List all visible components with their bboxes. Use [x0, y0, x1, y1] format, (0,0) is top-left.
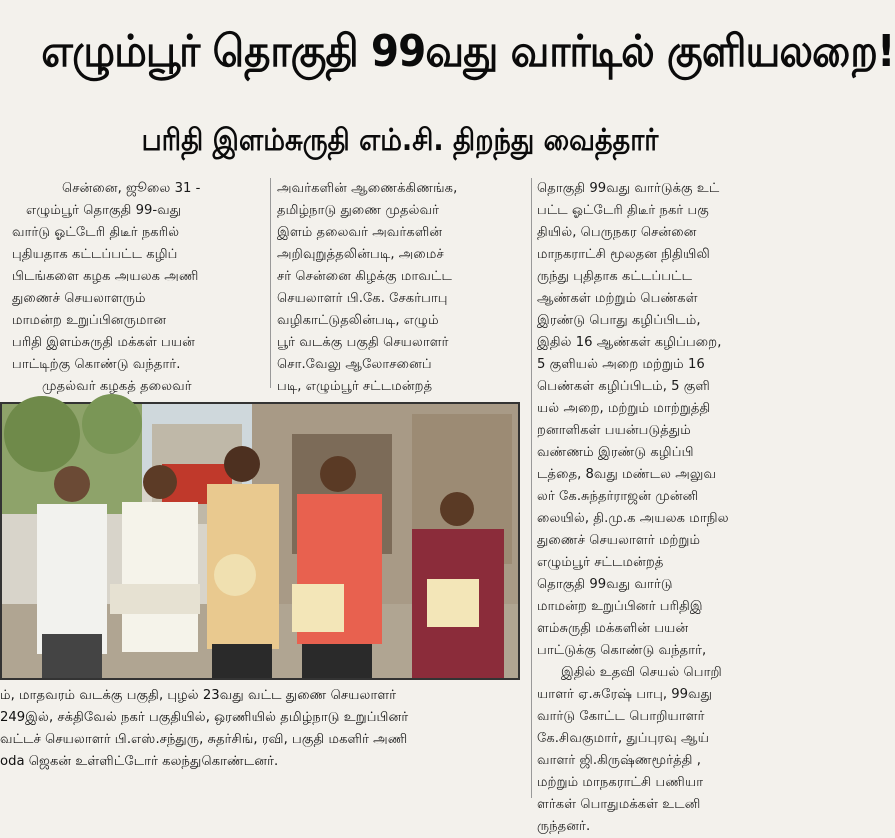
article-line: ருந்தனர். [537, 819, 591, 834]
article-line: இரண்டு பொது கழிப்பிடம், [537, 313, 701, 328]
article-line: றனாளிகள் பயன்படுத்தும் [537, 423, 691, 438]
article-column-3 [537, 178, 792, 838]
article-line: இளம் தலைவர் அவர்களின் [277, 225, 443, 240]
column-divider [270, 178, 271, 388]
caption-line: ம், மாதவரம் வடக்கு பகுதி, புழல் 23வது வட்ட துணை செயலாளர் [0, 688, 397, 703]
article-line: துணைச் செயலாளர் மற்றும் [537, 533, 701, 548]
article-line: இதில் உதவி செயல் பொறி [561, 665, 722, 680]
caption-line: வட்டச் செயலாளர் பி.எஸ்.சந்துரு, சுதர்சிங், ரவி, பகுதி மகளிர் அணி [0, 732, 408, 747]
article-line: பாட்டுக்கு கொண்டு வந்தார், [537, 643, 707, 658]
article-line: லையில், தி.மு.க அயலக மாநில [537, 511, 729, 526]
article-line: பெண்கள் கழிப்பிடம், 5 குளி [537, 379, 710, 394]
article-line: தமிழ்நாடு துணை முதல்வர் [277, 203, 440, 218]
article-line: மாமன்ற உறுப்பினர் பரிதிஇ [537, 599, 703, 614]
article-line: புதியதாக கட்டப்பட்ட கழிப் [12, 247, 178, 262]
article-line: வாளர் ஜி.கிருஷ்ணமூர்த்தி , [537, 753, 701, 768]
article-column-2 [277, 178, 532, 398]
article-line: வார்டு கோட்ட பொறியாளர் [537, 709, 705, 724]
article-line: ருந்து புதிதாக கட்டப்பட்ட [537, 269, 693, 284]
article-line: பரிதி இளம்சுருதி மக்கள் பயன் [12, 335, 195, 350]
cropped-top-text [0, 0, 800, 8]
article-line: தியில், பெருநகர சென்னை [537, 225, 697, 240]
caption-line: 249இல், சக்திவேல் நகர் பகுதியில், ஒரணியில் தமிழ்நாடு உறுப்பினர் [0, 710, 409, 725]
article-line: தொகுதி 99வது வார்டுக்கு உட் [537, 181, 720, 196]
article-line: வார்டு ஓட்டேரி திடீர் நகரில் [12, 225, 180, 240]
article-line: சென்னை, ஜூலை 31 - [62, 181, 201, 196]
article-line: ளர்கள் பொதுமக்கள் உடனி [537, 797, 701, 812]
article-line: சர் சென்னை கிழக்கு மாவட்ட [277, 269, 452, 284]
article-line: பாட்டிற்கு கொண்டு வந்தார். [12, 357, 181, 372]
article-line: முதல்வர் கழகத் தலைவர் [42, 379, 192, 394]
article-line: மாமன்ற உறுப்பினருமான [12, 313, 167, 328]
caption-line: oda ஜெகன் உள்ளிட்டோர் கலந்துகொண்டனர். [0, 754, 279, 769]
article-line: பூர் வடக்கு பகுதி செயலாளர் [277, 335, 449, 350]
news-photo [0, 402, 520, 680]
article-line: வழிகாட்டுதலின்படி, எழும் [277, 313, 439, 328]
subheadline: பரிதி இளம்சுருதி எம்.சி. திறந்து வைத்தார் [141, 123, 659, 158]
article-line: மற்றும் மாநகராட்சி பணியா [537, 775, 704, 790]
article-line: எழும்பூர் சட்டமன்றத் [537, 555, 664, 570]
article-line: வண்ணம் இரண்டு கழிப்பி [537, 445, 694, 460]
photo-illustration [2, 404, 518, 678]
article-line: எழும்பூர் தொகுதி 99-வது [26, 203, 182, 218]
article-line: அறிவுறுத்தலின்படி, அமைச் [277, 247, 444, 262]
article-line: ளம்சுருதி மக்களின் பயன் [537, 621, 689, 636]
article-line: சொ.வேலு ஆலோசனைப் [277, 357, 432, 372]
article-line: யாளர் ஏ.சுரேஷ் பாபு, 99வது [537, 687, 713, 702]
headline: எழும்பூர் தொகுதி 99வது வார்டில் குளியலறை! [41, 26, 895, 77]
article-line: அவர்களின் ஆணைக்கிணங்க, [277, 181, 458, 196]
article-line: ஆண்கள் மற்றும் பெண்கள் [537, 291, 698, 306]
article-line: செயலாளர் பி.கே. சேகர்பாபு [277, 291, 448, 306]
article-column-1 [12, 178, 267, 398]
article-line: பிடங்களை கழக அயலக அணி [12, 269, 199, 284]
article-line: துணைச் செயலாளரும் [12, 291, 146, 306]
article-line: கே.சிவகுமார், துப்புரவு ஆய் [537, 731, 710, 746]
article-line: தொகுதி 99வது வார்டு [537, 577, 673, 592]
article-line: மாநகராட்சி மூலதன நிதியிலி [537, 247, 710, 262]
article-line: டத்தை, 8வது மண்டல அலுவ [537, 467, 717, 482]
article-line: யல் அறை, மற்றும் மாற்றுத்தி [537, 401, 711, 416]
article-line: இதில் 16 ஆண்கள் கழிப்பறை, [537, 335, 722, 350]
article-line: லர் கே.சுந்தர்ராஜன் முன்னி [537, 489, 699, 504]
article-line: படி, எழும்பூர் சட்டமன்றத் [277, 379, 433, 394]
article-line: பட்ட ஓட்டேரி திடீர் நகர் பகு [537, 203, 709, 218]
article-line: 5 குளியல் அறை மற்றும் 16 [537, 357, 705, 372]
photo-caption-text [0, 685, 535, 773]
